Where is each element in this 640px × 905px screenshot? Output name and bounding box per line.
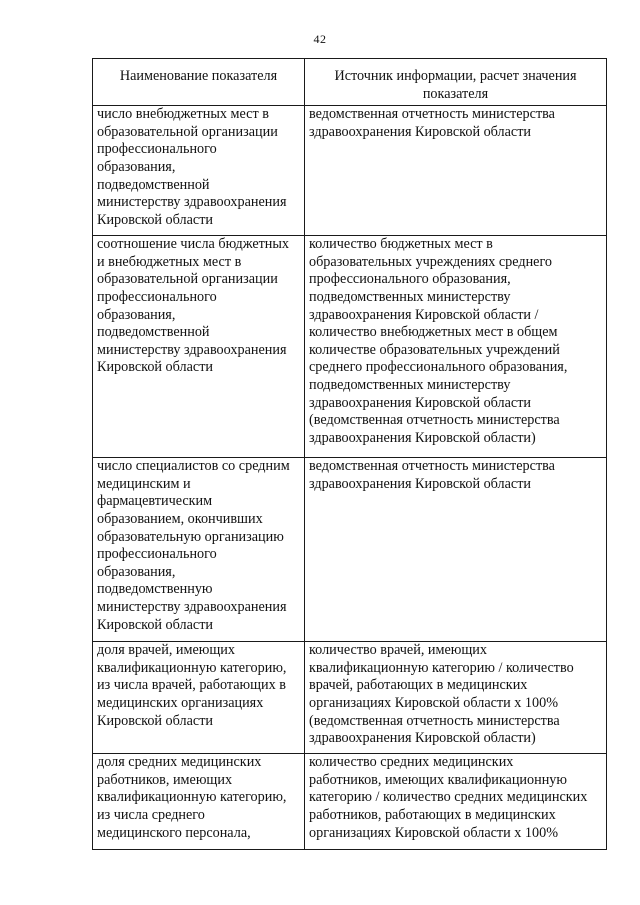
indicator-cell: доля средних медицинских работников, имеющих квалификационную категорию, из числа среднего медицинского персонала,: [93, 754, 305, 850]
indicator-cell: соотношение числа бюджетных и внебюджетных мест в образовательной организации профессионального образования, подведомственной министерству здравоохранения Кировской области: [93, 236, 305, 458]
table-row: [93, 458, 607, 642]
table-row: [93, 106, 607, 236]
table-header-row: [93, 59, 607, 106]
table-row: [93, 642, 607, 754]
page-number: 42: [313, 32, 327, 46]
indicators-table: [92, 58, 607, 850]
indicator-cell: число специалистов со средним медицинским и фармацевтическим образованием, окончивших образовательную организацию профессионального образования, подведомственную министерству здравоохранения Кировской области: [93, 458, 305, 642]
indicator-cell: число внебюджетных мест в образовательной организации профессионального образования, подведомственной министерству здравоохранения Кировской области: [93, 106, 305, 236]
indicator-cell: доля врачей, имеющих квалификационную категорию, из числа врачей, работающих в медицинских организациях Кировской области: [93, 642, 305, 754]
table-row: [93, 236, 607, 458]
source-cell: количество бюджетных мест в образовательных учреждениях среднего профессионального образования, подведомственных министерству здравоохранения Кировской области / количество внебюджетных мест в общем количестве образовательных учреждений среднего профессионального образования, подведомственных министерству здравоохранения Кировской области (ведомственная отчетность министерства здравоохранения Кировской области): [305, 236, 607, 458]
source-cell: количество врачей, имеющих квалификационную категорию / количество врачей, работающих в медицинских организациях Кировской области x 100% (ведомственная отчетность министерства здравоохранения Кировской области): [305, 642, 607, 754]
column-header-source: Источник информации, расчет значения показателя: [305, 59, 607, 106]
source-cell: ведомственная отчетность министерства здравоохранения Кировской области: [305, 458, 607, 642]
column-header-indicator: Наименование показателя: [93, 59, 305, 106]
table-row: [93, 754, 607, 850]
source-cell: ведомственная отчетность министерства здравоохранения Кировской области: [305, 106, 607, 236]
source-cell: количество средних медицинских работников, имеющих квалификационную категорию / количество средних медицинских работников, работающих в медицинских организациях Кировской области x 100%: [305, 754, 607, 850]
